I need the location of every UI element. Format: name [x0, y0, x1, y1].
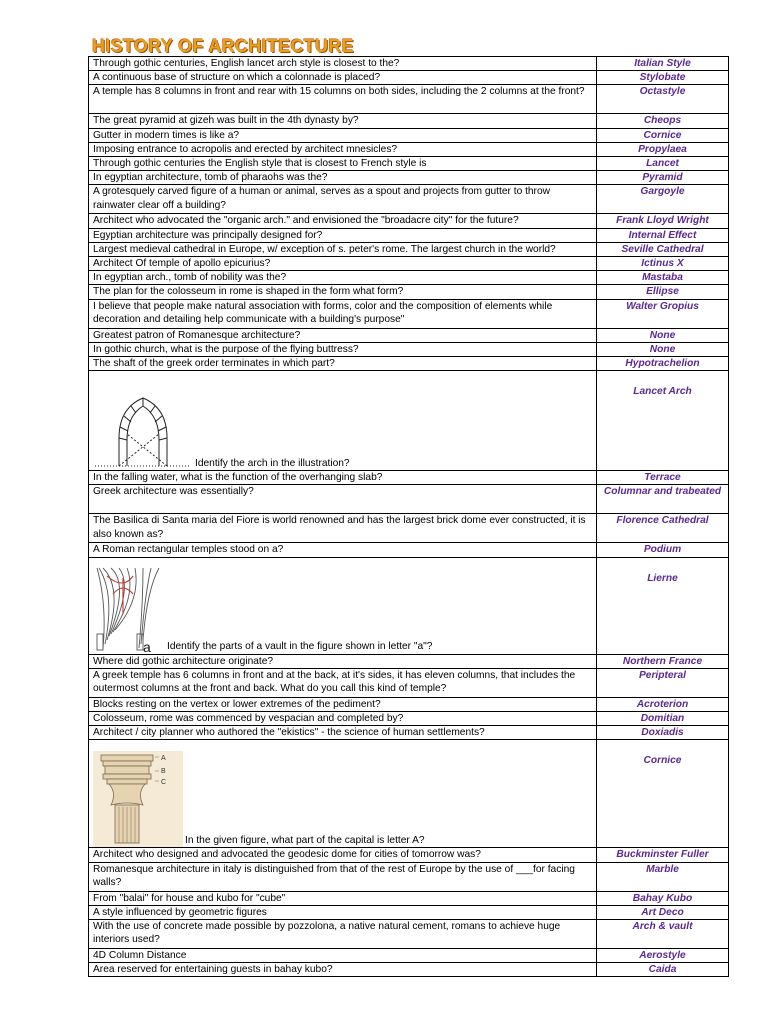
capital-label: A — [161, 755, 166, 763]
table-row — [89, 963, 729, 977]
answer-cell: Walter Gropius — [597, 299, 729, 328]
answer-cell: Bahay Kubo — [597, 891, 729, 905]
answer-cell: Cornice — [597, 740, 729, 848]
capital-label: C — [161, 779, 167, 787]
question-cell: Greatest patron of Romanesque architecture? — [89, 328, 597, 342]
question-cell: A Roman rectangular temples stood on a? — [89, 543, 597, 557]
table-row — [89, 285, 729, 299]
question-cell: The Basilica di Santa maria del Fiore is world renowned and has the largest brick dome ever constructed, it is also known as? — [89, 514, 597, 543]
table-row — [89, 557, 729, 654]
question-cell: In egyptian architecture, tomb of pharaohs was the? — [89, 171, 597, 185]
answer-cell: Italian Style — [597, 57, 729, 71]
question-cell: A grotesquely carved figure of a human or animal, serves as a spout and projects from gutter to throw rainwater clear off a building? — [89, 185, 597, 214]
answer-cell: Cheops — [597, 114, 729, 128]
table-row — [89, 342, 729, 356]
answer-cell: Octastyle — [597, 85, 729, 114]
question-cell: A temple has 8 columns in front and rear with 15 columns on both sides, including the 2 columns at the front? — [89, 85, 597, 114]
table-row — [89, 242, 729, 256]
table-row — [89, 726, 729, 740]
table-row — [89, 371, 729, 471]
question-text: Identify the arch in the illustration? — [195, 458, 350, 470]
table-row — [89, 668, 729, 697]
question-cell: A continuous base of structure on which a colonnade is placed? — [89, 71, 597, 85]
question-cell: Where did gothic architecture originate? — [89, 654, 597, 668]
table-row — [89, 271, 729, 285]
table-row — [89, 543, 729, 557]
capital-label: B — [161, 768, 166, 776]
answer-cell: Acroterion — [597, 697, 729, 711]
table-row — [89, 171, 729, 185]
question-cell: Blocks resting on the vertex or lower extremes of the pediment? — [89, 697, 597, 711]
capital-figure — [93, 751, 183, 847]
answer-cell: Doxiadis — [597, 726, 729, 740]
question-cell: With the use of concrete made possible by pozzolona, a native natural cement, romans to achieve huge interiors used? — [89, 920, 597, 949]
table-row — [89, 654, 729, 668]
table-row — [89, 712, 729, 726]
answer-cell: Mastaba — [597, 271, 729, 285]
table-row — [89, 471, 729, 485]
question-cell: Gutter in modern times is like a? — [89, 128, 597, 142]
answer-cell: Florence Cathedral — [597, 514, 729, 543]
question-cell: Colosseum, rome was commenced by vespacian and completed by? — [89, 712, 597, 726]
question-cell: Romanesque architecture in italy is distinguished from that of the rest of Europe by the use of ___for facing walls? — [89, 862, 597, 891]
answer-cell: Seville Cathedral — [597, 242, 729, 256]
table-row — [89, 228, 729, 242]
answer-cell: Lancet — [597, 157, 729, 171]
question-cell: I believe that people make natural association with forms, color and the composition of elements while decoration and detailing help communicate with a building's purpose" — [89, 299, 597, 328]
answer-cell: Internal Effect — [597, 228, 729, 242]
question-cell: In egyptian arch., tomb of nobility was the? — [89, 271, 597, 285]
answer-cell: Propylaea — [597, 142, 729, 156]
vault-letter: a — [143, 638, 151, 654]
answer-cell: Gargoyle — [597, 185, 729, 214]
qa-table — [88, 56, 729, 977]
question-cell: Area reserved for entertaining guests in bahay kubo? — [89, 963, 597, 977]
table-row — [89, 697, 729, 711]
question-cell: The shaft of the greek order terminates in which part? — [89, 357, 597, 371]
question-cell — [89, 740, 597, 848]
question-text: In the given figure, what part of the capital is letter A? — [185, 835, 425, 847]
answer-cell: Columnar and trabeated — [597, 485, 729, 514]
answer-cell: Frank Lloyd Wright — [597, 214, 729, 228]
answer-cell: Lancet Arch — [597, 371, 729, 471]
table-row — [89, 142, 729, 156]
question-cell: A style influenced by geometric figures — [89, 905, 597, 919]
table-row — [89, 920, 729, 949]
answer-cell: Buckminster Fuller — [597, 848, 729, 862]
question-cell: The plan for the colosseum in rome is shaped in the form what form? — [89, 285, 597, 299]
question-cell: Largest medieval cathedral in Europe, w/ exception of s. peter's rome. The largest church in the world? — [89, 242, 597, 256]
answer-cell: Arch & vault — [597, 920, 729, 949]
table-row — [89, 257, 729, 271]
answer-cell: Marble — [597, 862, 729, 891]
answer-cell: Domitian — [597, 712, 729, 726]
question-cell: Architect Of temple of apollo epicurius? — [89, 257, 597, 271]
answer-cell: Hypotrachelion — [597, 357, 729, 371]
question-cell: Architect / city planner who authored the "ekistics" - the science of human settlements? — [89, 726, 597, 740]
table-row — [89, 128, 729, 142]
answer-cell: Podium — [597, 543, 729, 557]
answer-cell: Aerostyle — [597, 949, 729, 963]
table-row — [89, 85, 729, 114]
table-row — [89, 157, 729, 171]
answer-cell: Northern France — [597, 654, 729, 668]
answer-cell: Peripteral — [597, 668, 729, 697]
question-cell: Architect who designed and advocated the geodesic dome for cities of tomorrow was? — [89, 848, 597, 862]
answer-cell: Ictinus X — [597, 257, 729, 271]
table-row — [89, 185, 729, 214]
question-cell — [89, 557, 597, 654]
answer-cell: Pyramid — [597, 171, 729, 185]
table-row — [89, 357, 729, 371]
table-row — [89, 862, 729, 891]
question-cell: Through gothic centuries, English lancet arch style is closest to the? — [89, 57, 597, 71]
table-row — [89, 57, 729, 71]
question-cell: Architect who advocated the "organic arch." and envisioned the "broadacre city" for the future? — [89, 214, 597, 228]
table-row — [89, 905, 729, 919]
table-row — [89, 71, 729, 85]
question-cell: Through gothic centuries the English style that is closest to French style is — [89, 157, 597, 171]
answer-cell: Lierne — [597, 557, 729, 654]
question-cell — [89, 371, 597, 471]
table-row — [89, 514, 729, 543]
table-row — [89, 485, 729, 514]
vault-figure — [93, 564, 165, 654]
table-row — [89, 949, 729, 963]
table-row — [89, 848, 729, 862]
question-cell: Greek architecture was essentially? — [89, 485, 597, 514]
table-row — [89, 328, 729, 342]
question-cell: In the falling water, what is the function of the overhanging slab? — [89, 471, 597, 485]
question-cell: A greek temple has 6 columns in front and at the back, at it's sides, it has eleven columns, that includes the outermost columns at the front and back. What do you call this kind of temple? — [89, 668, 597, 697]
question-cell: In gothic church, what is the purpose of the flying buttress? — [89, 342, 597, 356]
answer-cell: Caida — [597, 963, 729, 977]
page-title: HISTORY OF ARCHITECTURE — [92, 36, 354, 56]
question-cell: The great pyramid at gizeh was built in the 4th dynasty by? — [89, 114, 597, 128]
answer-cell: Cornice — [597, 128, 729, 142]
answer-cell: Ellipse — [597, 285, 729, 299]
table-row — [89, 891, 729, 905]
answer-cell: Stylobate — [597, 71, 729, 85]
question-cell: From "balai" for house and kubo for "cube" — [89, 891, 597, 905]
table-row — [89, 299, 729, 328]
lancet-arch-figure — [93, 394, 193, 470]
table-row — [89, 114, 729, 128]
question-text: Identify the parts of a vault in the figure shown in letter "a"? — [167, 641, 433, 653]
question-cell: Imposing entrance to acropolis and erected by architect mnesicles? — [89, 142, 597, 156]
table-row — [89, 740, 729, 848]
answer-cell: None — [597, 342, 729, 356]
answer-cell: Art Deco — [597, 905, 729, 919]
answer-cell: Terrace — [597, 471, 729, 485]
answer-cell: None — [597, 328, 729, 342]
question-cell: 4D Column Distance — [89, 949, 597, 963]
question-cell: Egyptian architecture was principally designed for? — [89, 228, 597, 242]
table-row — [89, 214, 729, 228]
